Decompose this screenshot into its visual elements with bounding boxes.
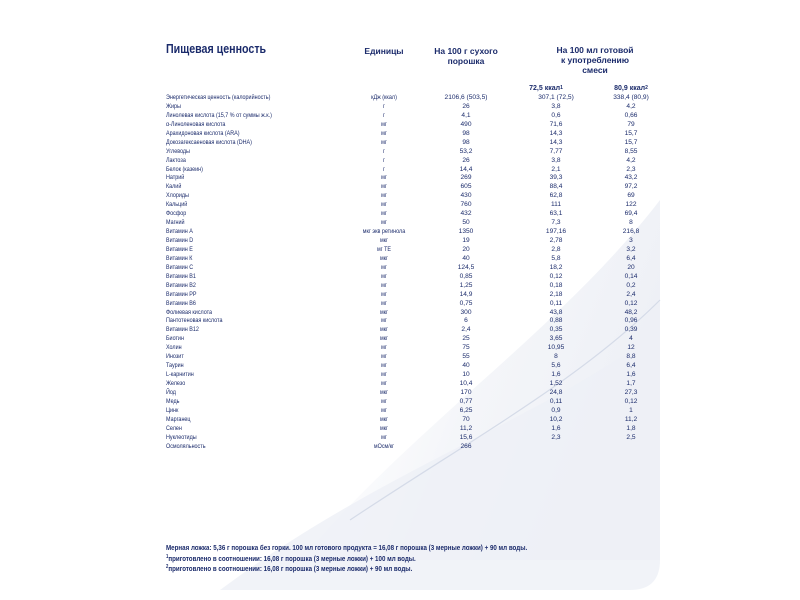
- header-ready-line1: На 100 мл готовой: [556, 45, 634, 55]
- value-ready-a: 7,3: [551, 219, 561, 227]
- nutrient-name: Линолевая кислота (15,7 % от суммы ж.к.): [166, 111, 272, 119]
- value-ready-b: 1,7: [626, 380, 636, 387]
- nutrient-name: Магний: [166, 219, 185, 227]
- value-dry-powder: 1,25: [459, 281, 473, 289]
- value-ready-a: 18,2: [549, 263, 563, 271]
- nutrient-unit: мг: [381, 210, 387, 218]
- table-row: [166, 398, 666, 407]
- table-row: [166, 121, 666, 130]
- value-ready-b: 48,2: [624, 308, 638, 316]
- value-ready-a: 14,3: [549, 129, 563, 137]
- value-ready-b: 1,8: [626, 424, 636, 432]
- nutrient-unit: мг: [381, 129, 387, 137]
- table-row: [166, 183, 666, 192]
- table-row: [166, 139, 666, 148]
- nutrient-unit: мг: [381, 344, 387, 352]
- value-ready-a: 14,3: [549, 138, 563, 146]
- nutrient-name: Инозит: [166, 353, 184, 361]
- value-dry-powder: 11,2: [459, 424, 473, 432]
- value-ready-b: 69,4: [624, 210, 638, 218]
- nutrient-unit: мг: [381, 371, 387, 379]
- table-row: [166, 326, 666, 335]
- value-ready-a: 0,88: [549, 317, 563, 325]
- table-row: [166, 166, 666, 175]
- value-dry-powder: 124,5: [457, 263, 475, 271]
- nutrient-name: Витамин В2: [166, 281, 196, 289]
- value-ready-a: 2,78: [549, 237, 563, 244]
- nutrient-unit: мг: [381, 263, 387, 271]
- value-ready-b: 69: [627, 192, 635, 200]
- value-dry-powder: 55: [462, 353, 470, 361]
- value-ready-a: 10,95: [547, 344, 565, 352]
- table-row: [166, 344, 666, 353]
- nutrient-name: Нуклеотиды: [166, 433, 197, 441]
- nutrient-name: Витамин А: [166, 228, 193, 236]
- value-ready-b: 15,7: [624, 129, 638, 137]
- value-ready-a: 43,8: [549, 308, 563, 316]
- value-ready-a: 2,1: [551, 165, 561, 173]
- nutrient-name: Селен: [166, 424, 182, 432]
- table-row: [166, 389, 666, 398]
- value-ready-a: 0,6: [551, 111, 561, 119]
- value-ready-b: 20: [627, 263, 635, 271]
- nutrient-name: Углеводы: [166, 147, 190, 155]
- nutrient-unit: мг: [381, 290, 387, 298]
- value-dry-powder: 266: [460, 442, 472, 450]
- value-ready-b: 1,6: [626, 371, 636, 379]
- value-dry-powder: 14,9: [459, 290, 473, 298]
- table-row: [166, 237, 666, 246]
- value-dry-powder: 75: [462, 344, 470, 352]
- value-ready-b: 6,4: [626, 254, 636, 262]
- value-ready-a: 307,1 (72,5): [538, 94, 574, 101]
- value-ready-b: 2,5: [626, 433, 636, 441]
- nutrient-unit: мг: [381, 138, 387, 146]
- nutrient-unit: мг: [381, 183, 387, 191]
- value-ready-b: 0,96: [624, 317, 638, 325]
- value-ready-a: 0,18: [549, 281, 563, 289]
- value-dry-powder: 4,1: [461, 111, 471, 119]
- nutrient-unit: мкг: [379, 326, 389, 334]
- nutrient-unit: г: [383, 111, 385, 119]
- value-ready-a: 2,18: [549, 290, 563, 298]
- nutrient-name: Йод: [166, 388, 176, 396]
- nutrient-name: Кальций: [166, 201, 188, 209]
- nutrient-name: Витамин В6: [166, 299, 196, 307]
- value-ready-b: 15,7: [624, 138, 638, 146]
- table-row: [166, 416, 666, 425]
- value-ready-a: 1,6: [551, 424, 561, 432]
- value-ready-b: 79: [627, 120, 635, 128]
- nutrient-name: Железо: [166, 380, 186, 387]
- nutrient-unit: мкг экв ретинола: [362, 228, 406, 236]
- table-row: [166, 273, 666, 282]
- nutrient-name: Белок (казеин): [166, 165, 203, 173]
- value-ready-b: 8: [629, 219, 633, 227]
- value-ready-b: 2,4: [626, 290, 636, 298]
- table-row: [166, 282, 666, 291]
- nutrient-name: Докозагексаеновая кислота (DHA): [166, 138, 252, 146]
- value-ready-b: 0,12: [624, 299, 638, 307]
- table-row: [166, 192, 666, 201]
- value-ready-b: 1: [629, 406, 633, 414]
- value-dry-powder: 269: [460, 174, 472, 182]
- nutrient-name: Витамин В12: [166, 326, 199, 334]
- table-row: [166, 246, 666, 255]
- value-dry-powder: 26: [462, 156, 470, 164]
- header-dry-line1: На 100 г сухого: [434, 46, 498, 56]
- table-row: [166, 407, 666, 416]
- table-row: [166, 94, 666, 103]
- header-ready-line2: к употреблению: [560, 55, 630, 65]
- table-row: [166, 210, 666, 219]
- table-row: [166, 157, 666, 166]
- nutrient-unit: мкг: [379, 335, 389, 343]
- value-ready-b: 6,4: [626, 362, 636, 370]
- nutrient-unit: г: [383, 165, 385, 173]
- footnote-2-mark: 2: [166, 564, 169, 570]
- value-ready-b: 12: [627, 344, 635, 352]
- table-row: [166, 353, 666, 362]
- value-dry-powder: 10: [462, 371, 470, 379]
- table-row: [166, 174, 666, 183]
- value-dry-powder: 70: [462, 415, 470, 423]
- table-row: [166, 300, 666, 309]
- value-ready-b: 97,2: [624, 183, 638, 191]
- value-ready-b: 3: [629, 237, 633, 244]
- nutrient-unit: г: [383, 102, 385, 110]
- value-dry-powder: 6: [464, 317, 468, 325]
- nutrient-name: Витамин D: [166, 237, 194, 244]
- value-dry-powder: 0,85: [459, 272, 473, 280]
- nutrient-name: Жиры: [166, 102, 181, 110]
- value-ready-b: 0,14: [624, 272, 638, 280]
- nutrient-unit: мг: [381, 201, 387, 209]
- value-ready-b: 0,12: [624, 397, 638, 405]
- table-row: [166, 425, 666, 434]
- value-ready-a: 24,8: [549, 388, 563, 396]
- value-dry-powder: 98: [462, 138, 470, 146]
- nutrient-name: L-карнитин: [166, 371, 194, 379]
- value-ready-a: 5,8: [551, 254, 561, 262]
- value-ready-a: 10,2: [549, 415, 563, 423]
- value-ready-a: 62,8: [549, 192, 563, 200]
- nutrient-unit: мг: [381, 353, 387, 361]
- value-dry-powder: 1350: [458, 228, 474, 236]
- header-units: Единицы: [364, 46, 404, 56]
- value-dry-powder: 26: [462, 102, 470, 110]
- value-ready-b: 122: [625, 201, 637, 209]
- nutrient-name: Фолиевая кислота: [166, 308, 213, 316]
- value-dry-powder: 2106,6 (503,5): [444, 94, 488, 101]
- table-row: [166, 371, 666, 380]
- value-ready-a: 71,6: [549, 120, 563, 128]
- subheader-b-kcal: 80,9 ккал: [614, 85, 646, 92]
- nutrient-unit: мг ТЕ: [376, 245, 392, 253]
- nutrient-unit: мг: [381, 380, 387, 387]
- value-ready-a: 8: [554, 353, 558, 361]
- nutrient-unit: мг: [381, 272, 387, 280]
- nutrient-unit: мг: [381, 174, 387, 182]
- table-row: [166, 434, 666, 443]
- value-ready-a: 3,65: [549, 335, 563, 343]
- nutrient-name: α-Линоленовая кислота: [166, 120, 226, 128]
- value-ready-a: 5,6: [551, 362, 561, 370]
- subheader-b-mark: 2: [645, 85, 648, 91]
- value-ready-a: 1,52: [549, 380, 563, 387]
- subheader-b: [601, 85, 661, 92]
- value-ready-b: 4: [629, 335, 633, 343]
- value-dry-powder: 98: [462, 129, 470, 137]
- table-row: [166, 443, 666, 452]
- nutrient-unit: мкг: [379, 415, 389, 423]
- nutrient-name: Витамин В1: [166, 272, 196, 280]
- value-ready-a: 111: [550, 201, 562, 209]
- nutrient-name: Цинк: [166, 406, 179, 414]
- value-ready-a: 0,12: [549, 272, 563, 280]
- value-ready-a: 88,4: [549, 183, 563, 191]
- nutrient-name: Медь: [166, 397, 180, 405]
- nutrient-name: Энергетическая ценность (калорийность): [166, 94, 271, 101]
- nutrient-unit: мг: [381, 192, 387, 200]
- value-dry-powder: 300: [460, 308, 472, 316]
- table-row: [166, 335, 666, 344]
- value-ready-b: 0,66: [624, 111, 638, 119]
- value-dry-powder: 50: [462, 219, 470, 227]
- nutrient-name: Фосфор: [166, 210, 187, 218]
- nutrient-unit: мг: [381, 397, 387, 405]
- value-ready-b: 0,2: [626, 281, 636, 289]
- value-ready-a: 1,6: [551, 371, 561, 379]
- header-ready-mix: [540, 45, 650, 75]
- value-ready-b: 8,55: [624, 147, 638, 155]
- nutrient-name: Натрий: [166, 174, 185, 182]
- nutrient-name: Арахидоновая кислота (ARA): [166, 129, 240, 137]
- table-row: [166, 112, 666, 121]
- nutrient-name: Витамин Е: [166, 245, 193, 253]
- nutrient-name: Лактоза: [166, 156, 186, 164]
- nutrient-unit: г: [383, 156, 385, 164]
- nutrient-unit: мг: [381, 317, 387, 325]
- nutrient-unit: мг: [381, 219, 387, 227]
- value-dry-powder: 6,25: [459, 406, 473, 414]
- nutrient-name: Калий: [166, 183, 182, 191]
- nutrient-unit: мкг: [379, 308, 389, 316]
- footnote-1: [166, 554, 527, 565]
- nutrient-unit: мкг: [379, 254, 389, 262]
- value-ready-a: 0,35: [549, 326, 563, 334]
- nutrient-name: Осмоляльность: [166, 442, 206, 450]
- nutrient-unit: г: [383, 147, 385, 155]
- nutrient-unit: мг: [381, 362, 387, 370]
- nutrient-name: Марганец: [166, 415, 191, 423]
- table-row: [166, 201, 666, 210]
- footnote-1-text: приготовлено в соотношении: 16,08 г порошка (3 мерные ложки) + 100 мл воды.: [168, 553, 416, 563]
- footnotes: [166, 543, 527, 575]
- value-dry-powder: 10,4: [459, 380, 473, 387]
- nutrient-unit: мг: [381, 433, 387, 441]
- value-ready-a: 63,1: [549, 210, 563, 218]
- value-dry-powder: 19: [462, 237, 470, 244]
- nutrient-unit: мг: [381, 120, 387, 128]
- value-dry-powder: 40: [462, 362, 470, 370]
- footnote-2: [166, 564, 527, 575]
- subheader-a-kcal: 72,5 ккал: [529, 85, 561, 92]
- value-dry-powder: 0,75: [459, 299, 473, 307]
- nutrient-unit: мОсм/кг: [373, 442, 395, 450]
- value-ready-a: 0,9: [551, 406, 561, 414]
- value-ready-b: 8,8: [626, 353, 636, 361]
- value-ready-a: 0,11: [549, 299, 563, 307]
- value-dry-powder: 20: [462, 245, 470, 253]
- nutrient-name: Биотин: [166, 335, 184, 343]
- nutrition-table: [166, 94, 666, 452]
- nutrient-unit: мкг: [379, 424, 389, 432]
- value-ready-a: 2,8: [551, 245, 561, 253]
- footnote-2-text: приготовлено в соотношении: 16,08 г порошка (3 мерные ложки) + 90 мл воды.: [168, 564, 413, 573]
- value-ready-a: 3,8: [551, 156, 561, 164]
- table-row: [166, 228, 666, 237]
- nutrient-name: Таурин: [166, 362, 184, 370]
- footnote-scoop: Мерная ложка: 5,36 г порошка без горки. 100 мл готового продукта = 16,08 г порошка (3 мерные ложки) + 90 мл воды.: [166, 543, 528, 552]
- value-ready-b: 338,4 (80,9): [613, 94, 649, 101]
- value-ready-a: 197,16: [545, 228, 567, 236]
- table-row: [166, 148, 666, 157]
- nutrient-name: Пантотеновая кислота: [166, 317, 223, 325]
- value-dry-powder: 0,77: [459, 397, 473, 405]
- value-ready-b: 27,3: [624, 388, 638, 396]
- value-ready-b: 216,8: [622, 228, 640, 236]
- nutrient-unit: мкг: [379, 237, 389, 244]
- footnote-1-mark: 1: [166, 553, 169, 560]
- table-row: [166, 362, 666, 371]
- value-dry-powder: 490: [460, 120, 472, 128]
- value-dry-powder: 760: [460, 201, 472, 209]
- header-dry-powder: [426, 46, 506, 66]
- table-row: [166, 130, 666, 139]
- value-dry-powder: 53,2: [459, 147, 473, 155]
- nutrient-unit: мкг: [379, 388, 389, 396]
- nutrient-name: Витамин РР: [166, 290, 197, 298]
- value-dry-powder: 2,4: [461, 326, 471, 334]
- table-row: [166, 264, 666, 273]
- nutrient-unit: мг: [381, 299, 387, 307]
- value-dry-powder: 14,4: [459, 165, 473, 173]
- value-ready-b: 3,2: [626, 245, 636, 253]
- value-dry-powder: 25: [462, 335, 470, 343]
- value-dry-powder: 15,6: [459, 433, 473, 441]
- value-ready-b: 0,39: [624, 326, 638, 334]
- value-dry-powder: 605: [460, 183, 472, 191]
- nutrient-unit: мг: [381, 406, 387, 414]
- value-dry-powder: 432: [460, 210, 472, 218]
- value-ready-b: 4,2: [626, 156, 636, 164]
- table-row: [166, 255, 666, 264]
- nutrient-name: Витамин К: [166, 254, 193, 262]
- table-row: [166, 317, 666, 326]
- value-ready-b: 2,3: [626, 165, 636, 173]
- header-ready-line3: смеси: [582, 65, 608, 75]
- value-ready-b: 43,2: [624, 174, 638, 182]
- header-dry-line2: порошка: [447, 56, 485, 66]
- value-ready-a: 39,3: [549, 174, 563, 182]
- table-row: [166, 291, 666, 300]
- value-ready-b: 11,2: [624, 415, 638, 423]
- value-dry-powder: 170: [460, 388, 472, 396]
- value-ready-a: 7,77: [549, 147, 563, 155]
- subheader-a: [516, 85, 576, 92]
- nutrient-name: Холин: [166, 344, 182, 352]
- nutrient-unit: мг: [381, 281, 387, 289]
- table-row: [166, 380, 666, 389]
- nutrient-unit: кДж (ккал): [371, 94, 397, 101]
- value-ready-a: 0,11: [549, 397, 563, 405]
- value-ready-a: 2,3: [551, 433, 561, 441]
- subheader-a-mark: 1: [560, 85, 563, 91]
- value-ready-b: 4,2: [626, 102, 636, 110]
- table-row: [166, 309, 666, 318]
- value-ready-a: 3,8: [551, 102, 561, 110]
- table-row: [166, 103, 666, 112]
- value-dry-powder: 40: [462, 254, 470, 262]
- table-row: [166, 219, 666, 228]
- nutrient-name: Витамин С: [166, 263, 194, 271]
- value-dry-powder: 430: [460, 192, 472, 200]
- page-title: Пищевая ценность: [166, 41, 267, 56]
- nutrient-name: Хлориды: [166, 192, 189, 200]
